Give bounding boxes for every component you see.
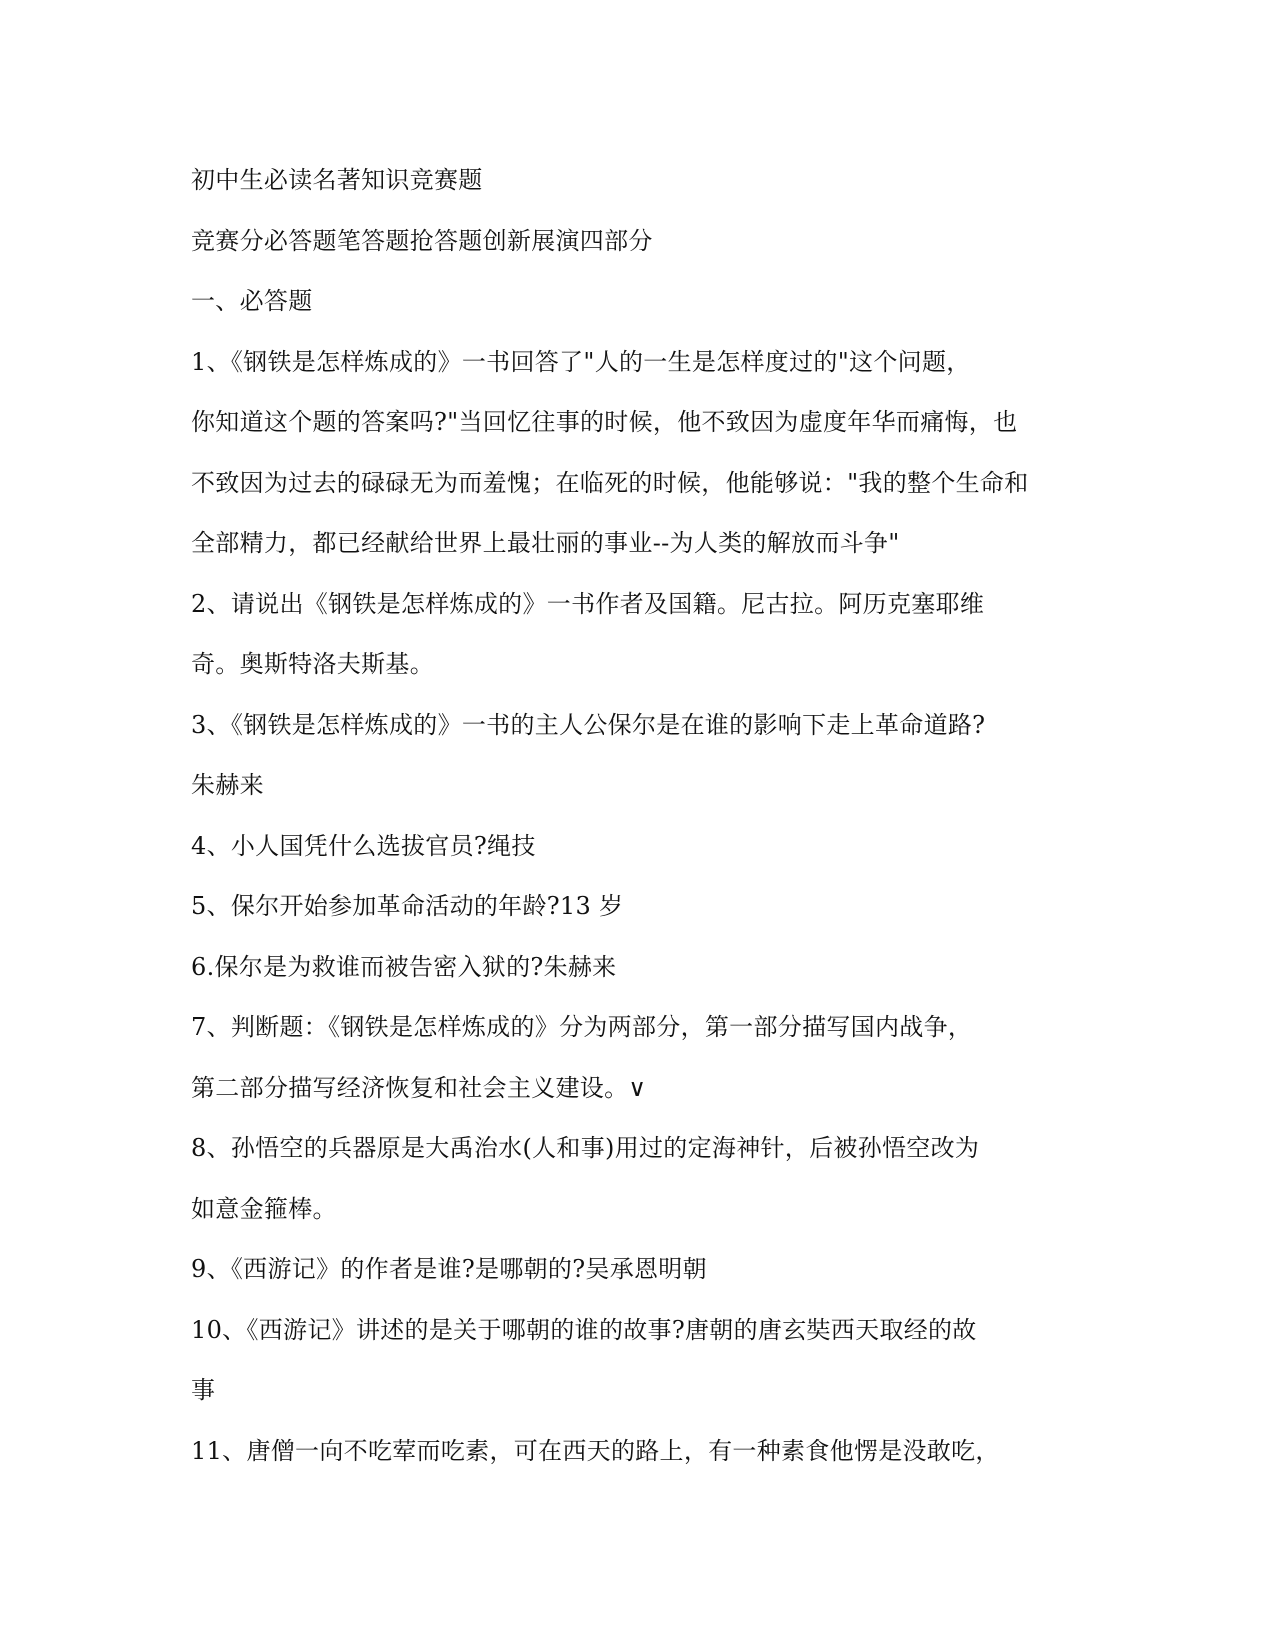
- text-line: 6.保尔是为救谁而被告密入狱的?朱赫来: [191, 952, 617, 981]
- text-line: 4、小人国凭什么选拔官员?绳技: [191, 831, 536, 860]
- document-body: [191, 150, 1071, 1481]
- text-line: 8、孙悟空的兵器原是大禹治水(人和事)用过的定海神针，后被孙悟空改为: [191, 1134, 980, 1162]
- text-line: 3、《钢铁是怎样炼成的》一书的主人公保尔是在谁的影响下走上革命道路?: [191, 710, 986, 739]
- text-line: 第二部分描写经济恢复和社会主义建设。∨: [191, 1073, 647, 1102]
- text-line: 2、请说出《钢铁是怎样炼成的》一书作者及国籍。尼古拉。阿历克塞耶维: [191, 589, 985, 618]
- text-line: 你知道这个题的答案吗?"当回忆往事的时候，他不致因为虚度年华而痛悔，也: [191, 408, 1018, 436]
- competition-intro: 竞赛分必答题笔答题抢答题创新展演四部分: [191, 226, 653, 255]
- text-line: 事: [191, 1376, 216, 1404]
- text-line: 奇。奥斯特洛夫斯基。: [191, 650, 434, 678]
- document-title: 初中生必读名著知识竞赛题: [191, 166, 483, 194]
- text-line: 9、《西游记》的作者是谁?是哪朝的?吴承恩明朝: [191, 1255, 707, 1283]
- text-line: 1、《钢铁是怎样炼成的》一书回答了"人的一生是怎样度过的"这个问题，: [191, 347, 971, 376]
- text-line: 全部精力，都已经献给世界上最壮丽的事业--为人类的解放而斗争": [191, 529, 900, 557]
- text-line: 朱赫来: [191, 771, 264, 799]
- text-line: 10、《西游记》讲述的是关于哪朝的谁的故事?唐朝的唐玄奘西天取经的故: [191, 1315, 977, 1344]
- text-line: 如意金箍棒。: [191, 1194, 337, 1223]
- section-heading: 一、必答题: [191, 287, 313, 315]
- text-line: 11、唐僧一向不吃荤而吃素，可在西天的路上，有一种素食他愣是没敢吃，: [191, 1436, 1000, 1465]
- text-line: 不致因为过去的碌碌无为而羞愧；在临死的时候，他能够说："我的整个生命和: [191, 468, 1029, 497]
- text-line: 5、保尔开始参加革命活动的年龄?13 岁: [191, 892, 624, 920]
- text-line: 7、判断题：《钢铁是怎样炼成的》分为两部分，第一部分描写国内战争，: [191, 1013, 973, 1041]
